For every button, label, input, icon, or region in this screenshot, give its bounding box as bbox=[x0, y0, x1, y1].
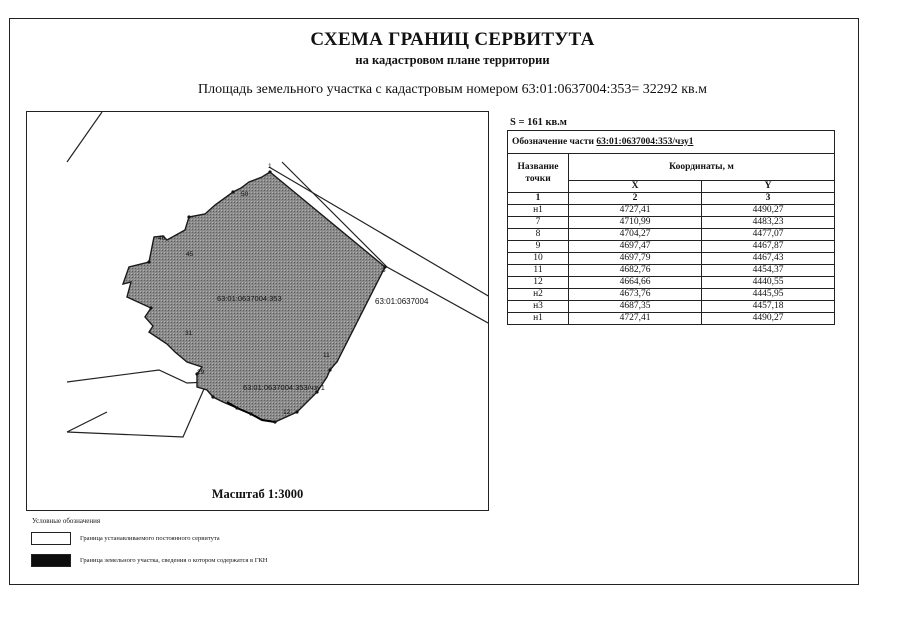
x-value: 4704,27 bbox=[569, 229, 702, 241]
designation-cell bbox=[508, 131, 835, 154]
index-cell: 1 bbox=[508, 193, 569, 205]
point-name: н1 bbox=[508, 313, 569, 325]
y-value: 4454,37 bbox=[702, 265, 835, 277]
point-name: н2 bbox=[508, 289, 569, 301]
parcel-area-line: Площадь земельного участка с кадастровым номером 63:01:0637004:353= 32292 кв.м bbox=[197, 82, 708, 97]
x-value: 4710,99 bbox=[569, 217, 702, 229]
y-value: 4457,18 bbox=[702, 301, 835, 313]
servitude-area: S = 161 кв.м bbox=[510, 117, 567, 128]
point-12-label: 12 bbox=[283, 409, 291, 416]
table-row bbox=[508, 205, 835, 217]
point-name: 11 bbox=[508, 265, 569, 277]
point-name: 8 bbox=[508, 229, 569, 241]
point-name: 10 bbox=[508, 253, 569, 265]
neighbour-boundary bbox=[67, 370, 207, 437]
table-row bbox=[508, 313, 835, 325]
point-46-label: 46 bbox=[158, 235, 166, 242]
y-value: 4483,23 bbox=[702, 217, 835, 229]
x-value: 4727,41 bbox=[569, 313, 702, 325]
legend-text-parcel: Граница земельного участка, сведения о котором содержатся в ГКН bbox=[80, 557, 268, 564]
table-row bbox=[508, 301, 835, 313]
x-value: 4673,76 bbox=[569, 289, 702, 301]
document-subtitle: на кадастровом плане территории bbox=[355, 53, 550, 67]
x-value: 4687,35 bbox=[569, 301, 702, 313]
x-value: 4664,66 bbox=[569, 277, 702, 289]
index-cell: 2 bbox=[569, 193, 702, 205]
map-drawing bbox=[27, 112, 489, 511]
point-50-label: 50 bbox=[241, 191, 249, 198]
x-value: 4697,47 bbox=[569, 241, 702, 253]
legend-swatch-servitude bbox=[31, 532, 71, 545]
point-3-label: 3 bbox=[382, 267, 386, 274]
y-value: 4467,43 bbox=[702, 253, 835, 265]
map-scale: Масштаб 1:3000 bbox=[211, 487, 304, 501]
x-value: 4727,41 bbox=[569, 205, 702, 217]
legend-text-servitude: Граница устанавливаемого постоянного сервитута bbox=[80, 535, 220, 542]
coordinates-header: Координаты, м bbox=[569, 154, 835, 181]
designation-prefix: Обозначение части bbox=[512, 136, 595, 147]
servitude-label: 63:01:0637004:353/чзу1 bbox=[243, 383, 325, 392]
x-value: 4682,76 bbox=[569, 265, 702, 277]
document-title: СХЕМА ГРАНИЦ СЕРВИТУТА bbox=[310, 29, 595, 50]
table-row bbox=[508, 277, 835, 289]
parcel-label: 63:01:0637004:353 bbox=[217, 294, 282, 303]
cadastral-map bbox=[26, 111, 489, 511]
y-value: 4490,27 bbox=[702, 205, 835, 217]
table-row bbox=[508, 229, 835, 241]
coordinates-table bbox=[507, 130, 835, 325]
y-value: 4490,27 bbox=[702, 313, 835, 325]
table-row bbox=[508, 253, 835, 265]
y-header: Y bbox=[702, 181, 835, 193]
table-row bbox=[508, 289, 835, 301]
table-row bbox=[508, 217, 835, 229]
table-row bbox=[508, 241, 835, 253]
y-value: 4467,87 bbox=[702, 241, 835, 253]
x-value: 4697,79 bbox=[569, 253, 702, 265]
y-value: 4445,95 bbox=[702, 289, 835, 301]
point-name: н3 bbox=[508, 301, 569, 313]
road-line bbox=[67, 112, 102, 162]
point-1-label: 1 bbox=[268, 163, 272, 170]
table-row bbox=[508, 265, 835, 277]
quarter-label: 63:01:0637004 bbox=[375, 297, 429, 306]
point-29-label: 29 bbox=[197, 369, 205, 376]
y-value: 4477,07 bbox=[702, 229, 835, 241]
point-name: 12 bbox=[508, 277, 569, 289]
y-value: 4440,55 bbox=[702, 277, 835, 289]
point-31-label: 31 bbox=[185, 330, 193, 337]
point-name-header: Название точки bbox=[508, 154, 569, 193]
point-name: н1 bbox=[508, 205, 569, 217]
legend-title: Условные обозначения bbox=[32, 517, 101, 525]
neighbour-boundary-2 bbox=[67, 412, 107, 432]
index-cell: 3 bbox=[702, 193, 835, 205]
point-11-label: 11 bbox=[323, 352, 330, 359]
point-name: 9 bbox=[508, 241, 569, 253]
legend-swatch-parcel bbox=[31, 554, 71, 567]
point-45-label: 45 bbox=[186, 251, 194, 258]
point-name: 7 bbox=[508, 217, 569, 229]
designation-number: 63:01:0637004:353/чзу1 bbox=[596, 136, 694, 147]
x-header: X bbox=[569, 181, 702, 193]
